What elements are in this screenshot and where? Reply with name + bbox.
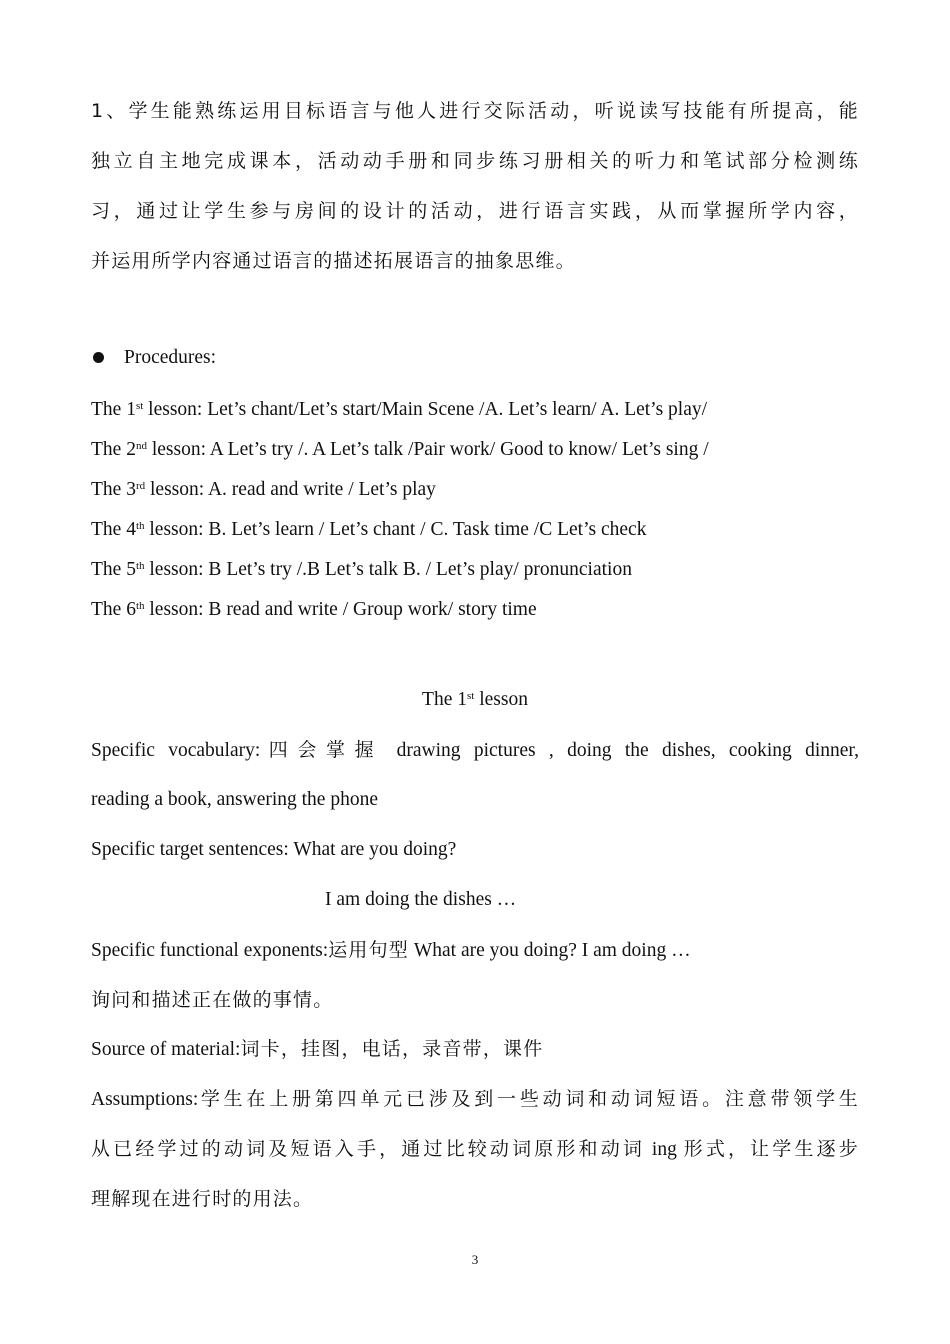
- assumptions-line-2: 从已经学过的动词及短语入手，通过比较动词原形和动词 ing 形式，让学生逐步: [91, 1138, 859, 1160]
- lesson-item-1: The 1st lesson: Let’s chant/Let’s start/Main Scene /A. Let’s learn/ A. Let’s play/: [91, 399, 708, 420]
- procedures-heading: Procedures:: [124, 347, 217, 368]
- target-sentences: Specific target sentences: What are you doing?: [91, 839, 457, 860]
- assumptions-line-3: 理解现在进行时的用法。: [91, 1188, 314, 1210]
- lesson-item-5: The 5th lesson: B Let’s try /.B Let’s talk B. / Let’s play/ pronunciation: [91, 559, 632, 580]
- lesson-item-6: The 6th lesson: B read and write / Group work/ story time: [91, 599, 537, 620]
- page-number: 3: [471, 1252, 479, 1267]
- lesson-title: The 1st lesson: [422, 689, 528, 710]
- functional-exponents-line-2: 询问和描述正在做的事情。: [91, 989, 334, 1011]
- lesson-item-2: The 2nd lesson: A Let’s try /. A Let’s talk /Pair work/ Good to know/ Let’s sing /: [91, 439, 709, 460]
- objective-line-1: 1、学生能熟练运用目标语言与他人进行交际活动，听说读写技能有所提高，能: [91, 100, 859, 122]
- assumptions-line-1: Assumptions:学生在上册第四单元已涉及到一些动词和动词短语。注意带领学生: [91, 1088, 859, 1110]
- lesson-item-4: The 4th lesson: B. Let’s learn / Let’s chant / C. Task time /C Let’s check: [91, 519, 647, 540]
- objective-line-4: 并运用所学内容通过语言的描述拓展语言的抽象思维。: [91, 250, 576, 272]
- objective-line-2: 独立自主地完成课本，活动动手册和同步练习册相关的听力和笔试部分检测练: [91, 150, 859, 172]
- objective-line-3: 习，通过让学生参与房间的设计的活动，进行语言实践，从而掌握所学内容，: [91, 200, 859, 222]
- functional-exponents: Specific functional exponents:运用句型 What are you doing? I am doing …: [91, 939, 691, 961]
- vocabulary-line-2: reading a book, answering the phone: [91, 789, 378, 810]
- lesson-item-3: The 3rd lesson: A. read and write / Let’s play: [91, 479, 436, 500]
- source-of-material: Source of material:词卡，挂图，电话，录音带，课件: [91, 1038, 544, 1060]
- bullet-icon: [93, 352, 104, 363]
- target-answer: I am doing the dishes …: [325, 889, 517, 910]
- vocabulary-line-1: Specific vocabulary:四会掌握 drawing pictures , doing the dishes, cooking dinner,: [91, 739, 859, 761]
